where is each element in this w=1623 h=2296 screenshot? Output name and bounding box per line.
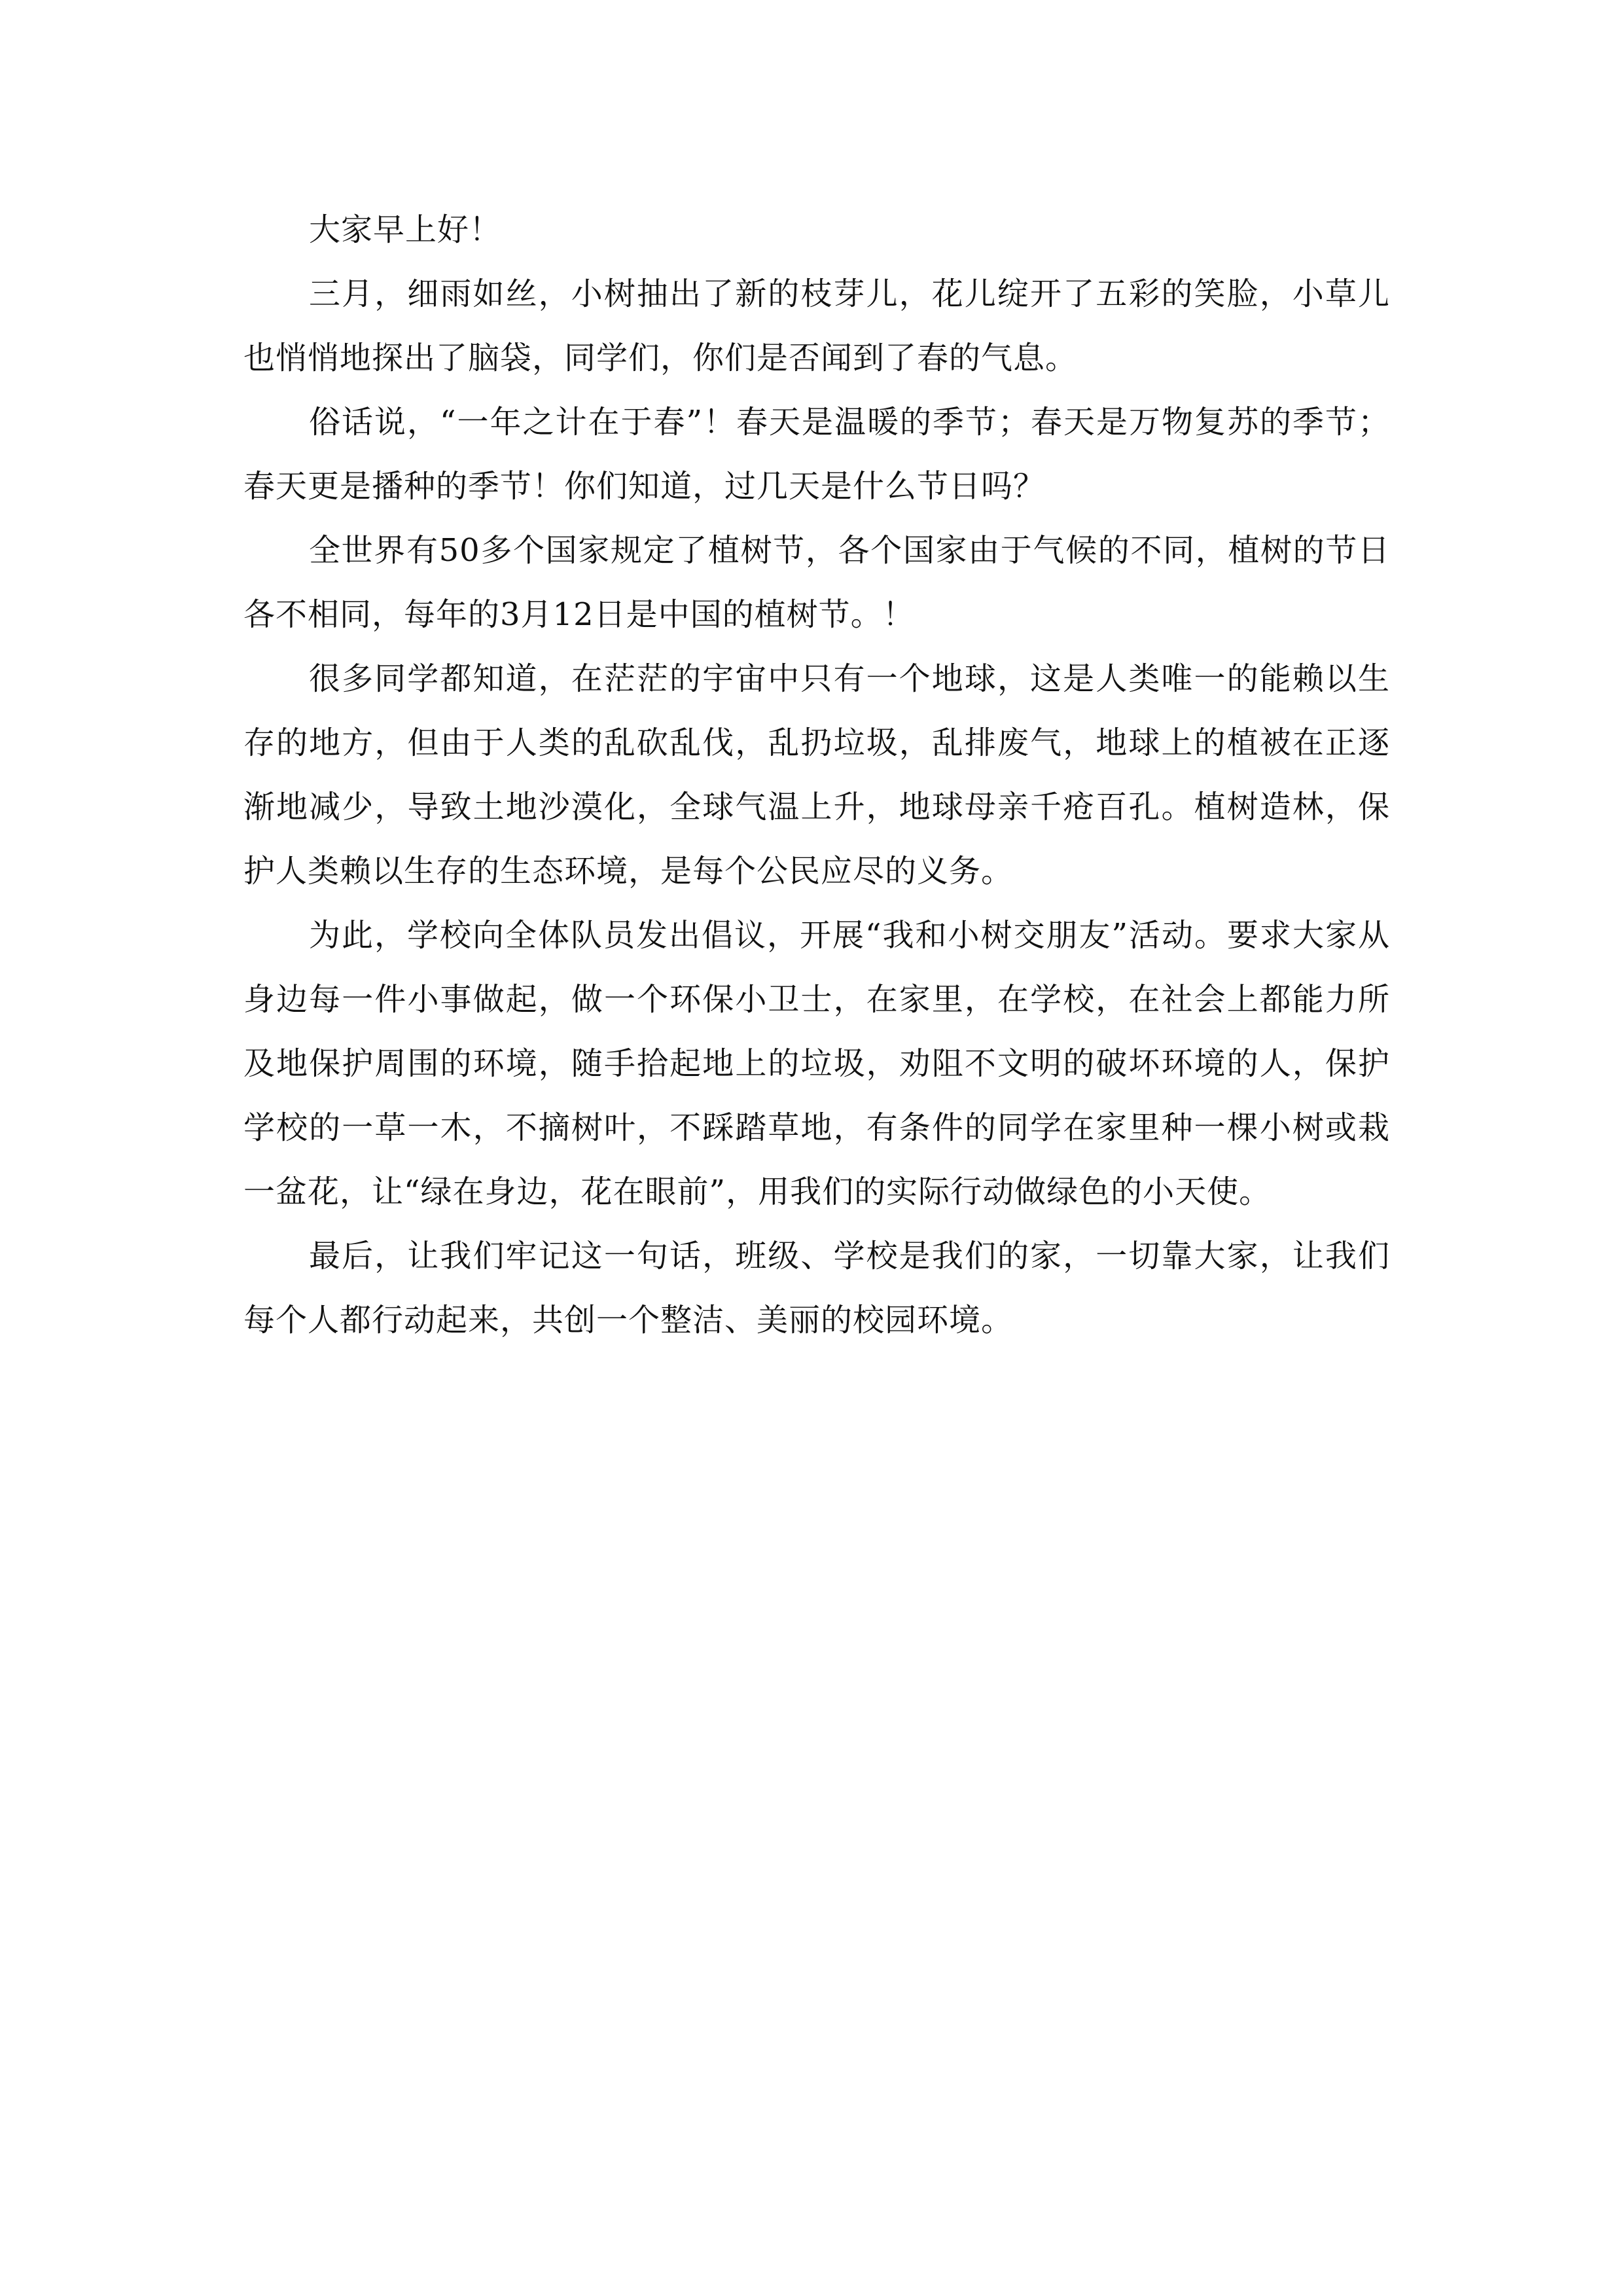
paragraph-proverb: 俗话说，“一年之计在于春”！春天是温暖的季节；春天是万物复苏的季节；春天更是播种的季节！你们知道，过几天是什么节日吗？ <box>243 404 1390 505</box>
paragraph-earth: 很多同学都知道，在茫茫的宇宙中只有一个地球，这是人类唯一的能赖以生存的地方，但由于人类的乱砍乱伐，乱扔垃圾，乱排废气，地球上的植被在正逐渐地减少，导致土地沙漠化，全球气温上升，地球母亲千疮百孔。植树造林，保护人类赖以生存的生态环境，是每个公民应尽的义务。 <box>243 660 1390 889</box>
paragraph-arbor-day: 全世界有50多个国家规定了植树节，各个国家由于气候的不同，植树的节日各不相同，每年的3月12日是中国的植树节。！ <box>243 532 1390 633</box>
paragraph-closing: 最后，让我们牢记这一句话，班级、学校是我们的家，一切靠大家，让我们每个人都行动起来，共创一个整洁、美丽的校园环境。 <box>243 1238 1390 1338</box>
paragraph-spring-scene: 三月，细雨如丝，小树抽出了新的枝芽儿，花儿绽开了五彩的笑脸，小草儿也悄悄地探出了脑袋，同学们，你们是否闻到了春的气息。 <box>243 276 1390 376</box>
paragraph-greeting: 大家早上好！ <box>309 211 502 248</box>
speech-body <box>243 198 1390 1352</box>
paragraph-initiative: 为此，学校向全体队员发出倡议，开展“我和小树交朋友”活动。要求大家从身边每一件小事做起，做一个环保小卫士，在家里，在学校，在社会上都能力所及地保护周围的环境，随手拾起地上的垃圾，劝阻不文明的破坏环境的人，保护学校的一草一木，不摘树叶，不踩踏草地，有条件的同学在家里种一棵小树或栽一盆花，让“绿在身边，花在眼前”，用我们的实际行动做绿色的小天使。 <box>243 917 1390 1210</box>
